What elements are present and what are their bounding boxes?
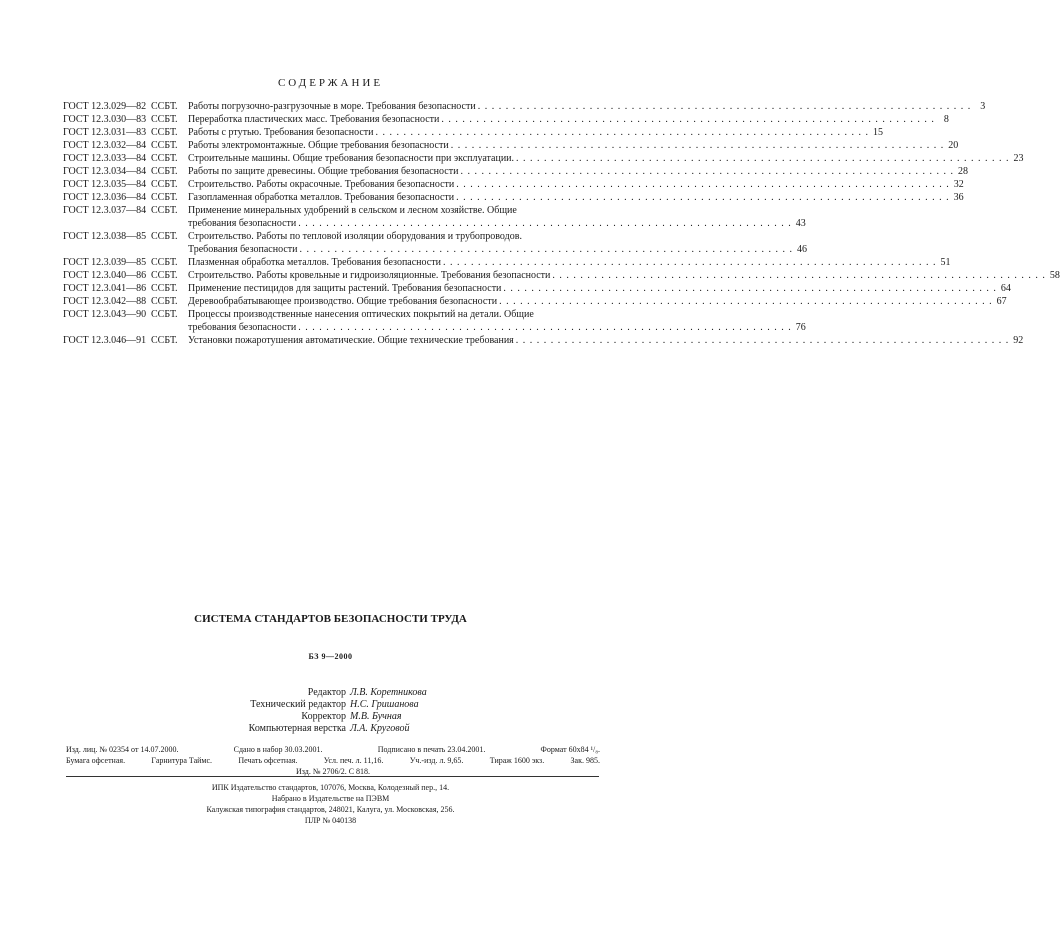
toc-entry-code: ГОСТ 12.3.046—91 (63, 335, 147, 346)
publisher-line: Калужская типография стандартов, 248021, Калуга, ул. Московская, 256. (206, 805, 455, 814)
toc-entry-prefix: ССБТ. (151, 270, 178, 281)
toc-entry-code: ГОСТ 12.3.037—84 (63, 205, 147, 216)
toc-entry-prefix: ССБТ. (151, 127, 178, 138)
imprint-item: Формат 60x84 ¹/₈. (540, 745, 600, 754)
toc-entry-title (188, 191, 964, 204)
toc-entry-code: ГОСТ 12.3.038—85 (63, 231, 147, 242)
toc-entry-prefix: ССБТ. (151, 114, 178, 125)
dot-leader: . . . . . . . . . . . . . . . . . . . . . . . . . . . . . . . . . . . . . . . . . . . . . . . . . . . . . . . . . . . . . . . . . . . . . . . (456, 179, 950, 190)
toc-entry-title (188, 113, 949, 126)
toc-entry-text: Работы электромонтажные. Общие требования безопасности (188, 140, 449, 151)
dot-leader: . . . . . . . . . . . . . . . . . . . . . . . . . . . . . . . . . . . . . . . . . . . . . . . . . . . . . . . . . . . . . . . . . . . . . . . (477, 101, 972, 112)
imprint-item: Изд. лиц. № 02354 от 14.07.2000. (66, 745, 179, 754)
toc-entry (63, 334, 1024, 347)
toc-entry-code: ГОСТ 12.3.029—82 (63, 101, 147, 112)
toc-title: СОДЕРЖАНИЕ (277, 77, 384, 89)
toc-entry-line (188, 243, 807, 256)
dot-leader: . . . . . . . . . . . . . . . . . . . . . . . . . . . . . . . . . . . . . . . . . . . . . . . . . . . . . . . . . . . . . . . . . . . . . . . (298, 218, 792, 229)
toc-entry-title (188, 308, 806, 334)
toc-entry (63, 139, 959, 152)
dot-leader: . . . . . . . . . . . . . . . . . . . . . . . . . . . . . . . . . . . . . . . . . . . . . . . . . . . . . . . . . . . . . . . . . . . . . . . (450, 140, 945, 151)
toc-entry (63, 282, 1011, 295)
toc-entry-code: ГОСТ 12.3.034—84 (63, 166, 147, 177)
toc-entry-prefix: ССБТ. (151, 166, 178, 177)
toc-entry-prefix: ССБТ. (151, 205, 178, 216)
imprint-row-3: Изд. № 2706/2. С 818. (295, 767, 371, 776)
toc-entry-text: Работы погрузочно-разгрузочные в море. Требования безопасности (188, 101, 476, 112)
toc-entry-page: 67 (996, 296, 1007, 307)
toc-entry-line (188, 139, 959, 152)
imprint-item: Сдано в набор 30.03.2001. (233, 745, 323, 754)
toc-entry-page: 20 (948, 140, 959, 151)
toc-entry-title (188, 165, 968, 178)
dot-leader: . . . . . . . . . . . . . . . . . . . . . . . . . . . . . . . . . . . . . . . . . . . . . . . . . . . . . . . . . . . . . . . . . . . . . . . (499, 296, 993, 307)
credit-line (0, 723, 661, 735)
imprint-item: Зак. 985. (570, 756, 600, 765)
publisher-info (0, 782, 661, 826)
toc-entry-page: 8 (943, 114, 949, 125)
toc-entry-title (188, 100, 986, 113)
toc-entry-text: Строительство. Работы кровельные и гидроизоляционные. Требования безопасности (188, 270, 551, 281)
dot-leader: . . . . . . . . . . . . . . . . . . . . . . . . . . . . . . . . . . . . . . . . . . . . . . . . . . . . . . . . . . . . . . . . . . . . . . . (442, 257, 937, 268)
toc-entry-title (188, 178, 964, 191)
toc-entry-text: Работы по защите древесины. Общие требования безопасности (188, 166, 459, 177)
toc-entry (63, 230, 807, 256)
dot-leader: . . . . . . . . . . . . . . . . . . . . . . . . . . . . . . . . . . . . . . . . . . . . . . . . . . . . . . . . . . . . . . . . . . . . . . . (552, 270, 1046, 281)
toc-entry-page: 58 (1049, 270, 1060, 281)
toc-entry-text: Деревообрабатывающее производство. Общие требования безопасности (188, 296, 498, 307)
imprint-row-2 (66, 755, 600, 766)
publisher-line: Набрано в Издательстве на ПЭВМ (271, 794, 390, 803)
dot-leader: . . . . . . . . . . . . . . . . . . . . . . . . . . . . . . . . . . . . . . . . . . . . . . . . . . . . . . . . . . . . . . . . . . . . . . . (441, 114, 935, 125)
toc-entry-code: ГОСТ 12.3.041—86 (63, 283, 147, 294)
toc-entry-title (188, 334, 1024, 347)
toc-entry-page: 51 (940, 257, 951, 268)
toc-entry-line: Процессы производственные нанесения оптических покрытий на детали. Общие (188, 309, 534, 320)
toc-entry-text: Газопламенная обработка металлов. Требования безопасности (188, 192, 455, 203)
imprint-item: Тираж 1600 экз. (489, 756, 545, 765)
toc-entry-page: 15 (872, 127, 883, 138)
toc-entry (63, 113, 949, 126)
divider (66, 776, 599, 777)
toc-entry-title (188, 269, 1060, 282)
toc-entry-code: ГОСТ 12.3.042—88 (63, 296, 147, 307)
credit-role: Компьютерная верстка (248, 723, 346, 734)
system-title: СИСТЕМА СТАНДАРТОВ БЕЗОПАСНОСТИ ТРУДА (194, 613, 467, 625)
toc-entry-code: ГОСТ 12.3.035—84 (63, 179, 147, 190)
toc-entry-line (188, 256, 951, 269)
toc-entry (63, 295, 1007, 308)
toc-entry-line (188, 217, 806, 230)
toc-entry-title (188, 230, 807, 256)
toc-entry-line (188, 178, 964, 191)
toc-entry-line (188, 269, 1060, 282)
toc-entry (63, 191, 964, 204)
credit-line (0, 699, 661, 711)
toc-entry-text: Применение пестицидов для защиты растений. Требования безопасности (188, 283, 502, 294)
toc-entry-page: 3 (980, 101, 986, 112)
toc-entry-code: ГОСТ 12.3.040—86 (63, 270, 147, 281)
imprint-item: Печать офсетная. (238, 756, 298, 765)
toc-entry (63, 152, 1024, 165)
dot-leader: . . . . . . . . . . . . . . . . . . . . . . . . . . . . . . . . . . . . . . . . . . . . . . . . . . . . . . . . . . . . . . . . . . . . . . . (516, 153, 1010, 164)
toc-entry (63, 269, 1060, 282)
toc-entry (63, 178, 964, 191)
toc-entry-code: ГОСТ 12.3.036—84 (63, 192, 147, 203)
dot-leader: . . . . . . . . . . . . . . . . . . . . . . . . . . . . . . . . . . . . . . . . . . . . . . . . . . . . . . . . . . . . . . . . . . . . . . . (503, 283, 997, 294)
toc-entry-title (188, 152, 1024, 165)
toc-entry-prefix: ССБТ. (151, 231, 178, 242)
toc-entry-line (188, 295, 1007, 308)
toc-entry-line (188, 113, 949, 126)
toc-entry-page: 36 (953, 192, 964, 203)
toc-entry-prefix: ССБТ. (151, 309, 178, 320)
bz-number: БЗ 9—2000 (308, 652, 353, 661)
dot-leader: . . . . . . . . . . . . . . . . . . . . . . . . . . . . . . . . . . . . . . . . . . . . . . . . . . . . . . . . . . . . . . . . . . . . . . . (299, 244, 793, 255)
dot-leader: . . . . . . . . . . . . . . . . . . . . . . . . . . . . . . . . . . . . . . . . . . . . . . . . . . . . . . . . . . . . . . . . . . . . . . . (456, 192, 950, 203)
toc-entry-page: 76 (795, 322, 806, 333)
toc-list (63, 100, 1060, 347)
dot-leader: . . . . . . . . . . . . . . . . . . . . . . . . . . . . . . . . . . . . . . . . . . . . . . . . . . . . . . . . . . . . . . . . . . . . . . . (515, 335, 1010, 346)
toc-entry-prefix: ССБТ. (151, 257, 178, 268)
dot-leader: . . . . . . . . . . . . . . . . . . . . . . . . . . . . . . . . . . . . . . . . . . . . . . . . . . . . . . . . . . . . . . . . . . . . . . . (460, 166, 954, 177)
toc-entry-code: ГОСТ 12.3.032—84 (63, 140, 147, 151)
toc-entry-code: ГОСТ 12.3.033—84 (63, 153, 147, 164)
toc-entry-text: Строительство. Работы окрасочные. Требования безопасности (188, 179, 455, 190)
toc-entry-page: 64 (1000, 283, 1011, 294)
toc-entry (63, 256, 951, 269)
toc-entry-page: 43 (795, 218, 806, 229)
imprint-item: Подписано в печать 23.04.2001. (377, 745, 486, 754)
toc-entry-code: ГОСТ 12.3.031—83 (63, 127, 147, 138)
credit-role: Технический редактор (250, 699, 346, 710)
credit-line (0, 687, 661, 699)
toc-entry-code: ГОСТ 12.3.039—85 (63, 257, 147, 268)
toc-entry-text: Плазменная обработка металлов. Требования безопасности (188, 257, 441, 268)
imprint-item: Бумага офсетная. (66, 756, 126, 765)
toc-entry-title (188, 126, 883, 139)
credit-name: Н.С. Гришанова (350, 699, 419, 710)
toc-entry-prefix: ССБТ. (151, 296, 178, 307)
toc-entry-text: Работы с ртутью. Требования безопасности (188, 127, 374, 138)
toc-entry-prefix: ССБТ. (151, 153, 178, 164)
toc-entry-text: Переработка пластических масс. Требования безопасности (188, 114, 440, 125)
credit-role: Корректор (301, 711, 346, 722)
toc-entry-line: Применение минеральных удобрений в сельском и лесном хозяйстве. Общие (188, 205, 517, 216)
credits (0, 687, 661, 735)
toc-entry-prefix: ССБТ. (151, 335, 178, 346)
toc-entry-line (188, 321, 806, 334)
credit-name: Л.А. Круговой (350, 723, 410, 734)
toc-entry (63, 165, 968, 178)
toc-entry (63, 308, 806, 334)
toc-entry (63, 204, 806, 230)
toc-entry-line (188, 334, 1024, 347)
toc-entry-line (188, 126, 883, 139)
publisher-line: ПЛР № 040138 (304, 816, 357, 825)
imprint-item: Уч.-изд. л. 9,65. (409, 756, 464, 765)
toc-entry-title (188, 256, 951, 269)
toc-entry-prefix: ССБТ. (151, 283, 178, 294)
dot-leader: . . . . . . . . . . . . . . . . . . . . . . . . . . . . . . . . . . . . . . . . . . . . . . . . . . . . . . . . . . . . . . . . . . . . . . . (375, 127, 869, 138)
toc-entry-title (188, 282, 1011, 295)
imprint-item: Усл. печ. л. 11,16. (323, 756, 384, 765)
imprint-item: Гарнитура Таймс. (151, 756, 213, 765)
publisher-line: ИПК Издательство стандартов, 107076, Москва, Колодезный пер., 14. (211, 783, 450, 792)
toc-entry (63, 100, 986, 113)
toc-entry-text: требования безопасности (188, 322, 297, 333)
toc-entry-text: Строительные машины. Общие требования безопасности при эксплуатации. (188, 153, 515, 164)
toc-entry-page: 28 (957, 166, 968, 177)
toc-entry-page: 23 (1013, 153, 1024, 164)
toc-entry-prefix: ССБТ. (151, 192, 178, 203)
credit-name: Л.В. Коретникова (350, 687, 427, 698)
toc-entry-code: ГОСТ 12.3.043—90 (63, 309, 147, 320)
toc-entry-prefix: ССБТ. (151, 101, 178, 112)
toc-entry-text: Требования безопасности (188, 244, 298, 255)
toc-entry-page: 46 (796, 244, 807, 255)
imprint-row-1 (66, 744, 600, 755)
toc-entry-title (188, 139, 959, 152)
toc-entry-page: 32 (953, 179, 964, 190)
toc-entry-line (188, 100, 986, 113)
toc-entry-line (188, 152, 1024, 165)
toc-entry-line (188, 191, 964, 204)
toc-entry-page: 92 (1013, 335, 1024, 346)
credit-line (0, 711, 661, 723)
toc-entry-text: Установки пожаротушения автоматические. Общие технические требования (188, 335, 514, 346)
toc-entry (63, 126, 883, 139)
toc-entry-text: требования безопасности (188, 218, 297, 229)
toc-entry-code: ГОСТ 12.3.030—83 (63, 114, 147, 125)
credit-role: Редактор (307, 687, 346, 698)
toc-entry-line: Строительство. Работы по тепловой изоляции оборудования и трубопроводов. (188, 231, 522, 242)
credit-name: М.В. Бучная (350, 711, 402, 722)
toc-entry-line (188, 165, 968, 178)
dot-leader: . . . . . . . . . . . . . . . . . . . . . . . . . . . . . . . . . . . . . . . . . . . . . . . . . . . . . . . . . . . . . . . . . . . . . . . (298, 322, 792, 333)
imprint (66, 744, 600, 777)
toc-entry-prefix: ССБТ. (151, 179, 178, 190)
toc-entry-line (188, 282, 1011, 295)
toc-entry-prefix: ССБТ. (151, 140, 178, 151)
toc-entry-title (188, 204, 806, 230)
toc-entry-title (188, 295, 1007, 308)
